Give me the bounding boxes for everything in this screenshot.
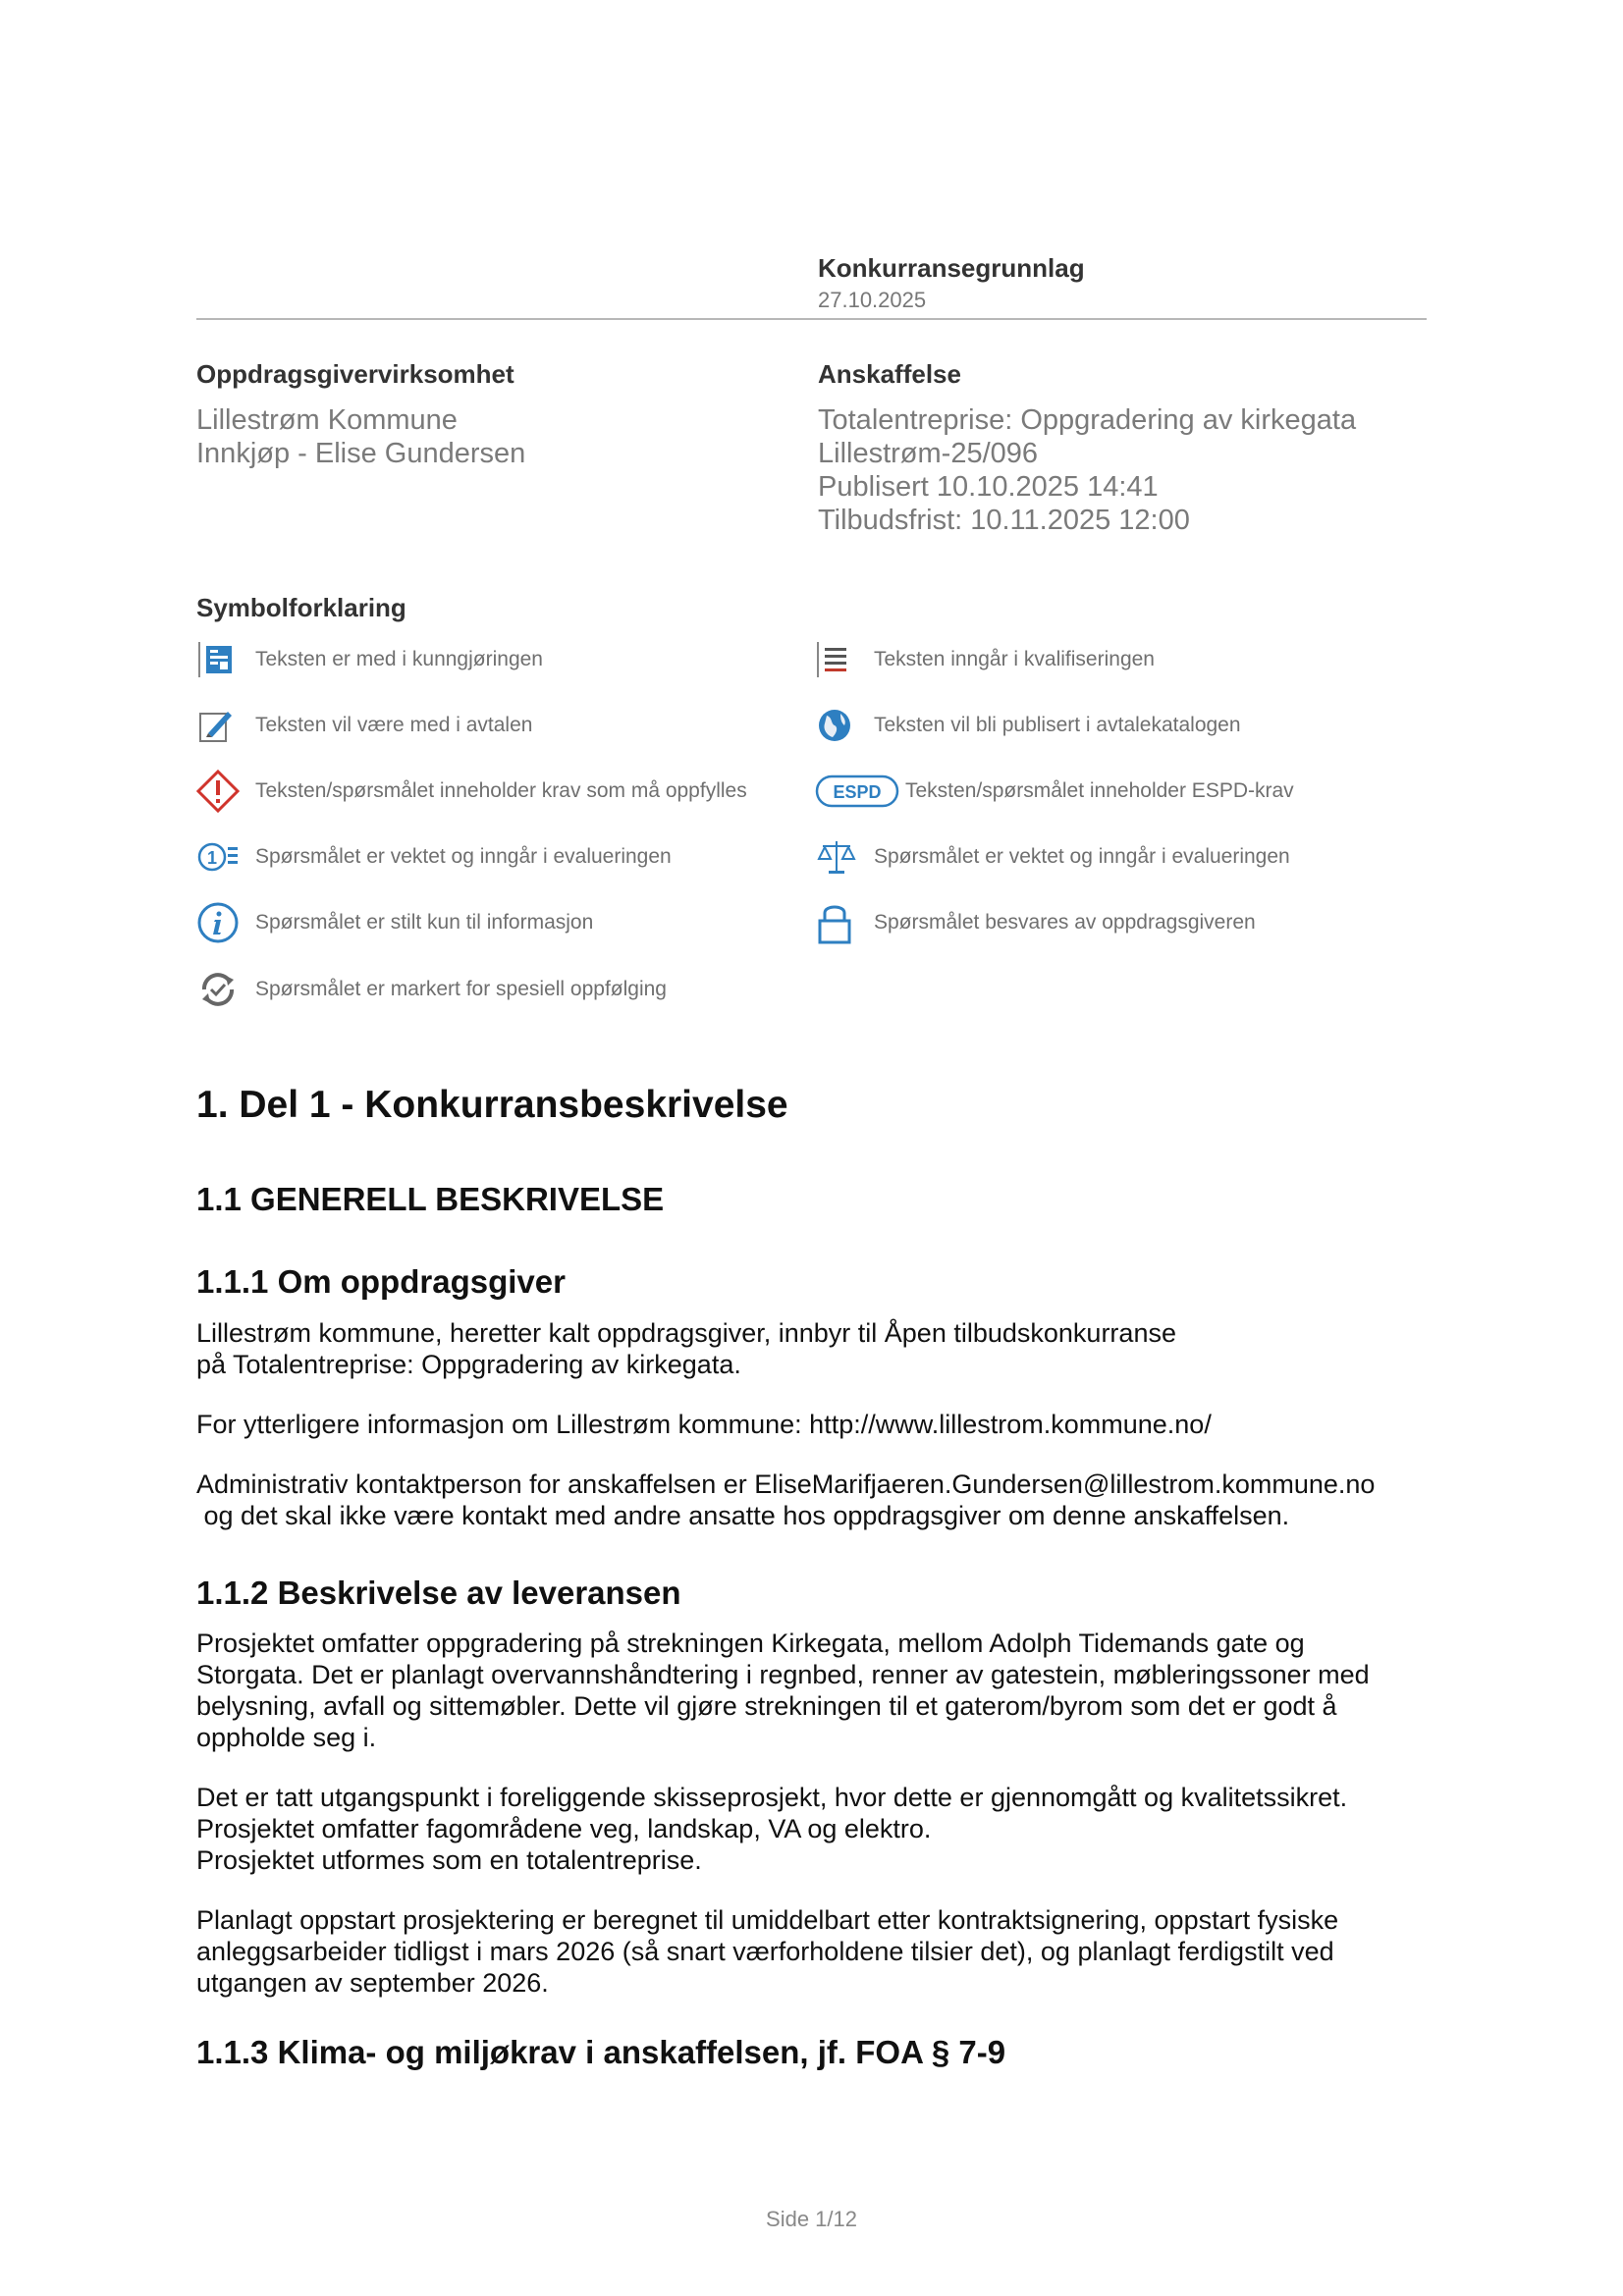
section-heading-1-1-2: 1.1.2 Beskrivelse av leveransen [196, 1575, 681, 1611]
document-date: 27.10.2025 [818, 288, 927, 312]
legend-item [815, 638, 1155, 681]
paragraph [196, 1628, 1434, 1753]
legend-text: Teksten vil bli publisert i avtalekatalogen [874, 714, 1241, 736]
espd-icon [815, 770, 901, 813]
paragraph [196, 1782, 1434, 1876]
page-number: Side 1/12 [766, 2207, 857, 2231]
legend-item [196, 901, 593, 944]
procurement-line: Publisert 10.10.2025 14:41 [818, 471, 1159, 503]
paragraph-line: Storgata. Det er planlagt overvannshåndtering i regnbed, renner av gatestein, møbleringssoner med [196, 1660, 1370, 1689]
info-icon [196, 901, 243, 944]
legend-text: Teksten inngår i kvalifiseringen [874, 648, 1155, 670]
legend-item [196, 770, 747, 813]
globe-icon [815, 704, 862, 747]
paragraph-line: For ytterligere informasjon om Lillestrøm kommune: http://www.lillestrom.kommune.no/ [196, 1410, 1212, 1439]
paragraph-line: utgangen av september 2026. [196, 1968, 549, 1998]
section-heading-1-1-1: 1.1.1 Om oppdragsgiver [196, 1263, 566, 1300]
client-heading: Oppdragsgivervirksomhet [196, 359, 514, 389]
legend-item [815, 704, 1241, 747]
lock-icon [815, 901, 862, 944]
paragraph [196, 1409, 1434, 1440]
followup-icon [196, 968, 243, 1011]
contract-icon [196, 704, 243, 747]
legend-text: Spørsmålet er vektet og inngår i evalueringen [874, 845, 1290, 868]
paragraph-line: Lillestrøm kommune, heretter kalt oppdragsgiver, innbyr til Åpen tilbudskonkurranse [196, 1318, 1176, 1348]
legend-text: Teksten/spørsmålet inneholder krav som må oppfylles [255, 779, 747, 802]
section-heading-1-1: 1.1 GENERELL BESKRIVELSE [196, 1181, 665, 1217]
procurement-heading: Anskaffelse [818, 359, 961, 389]
legend-text: Teksten er med i kunngjøringen [255, 648, 543, 670]
legend-item [815, 770, 1294, 813]
announcement-icon [196, 638, 243, 681]
paragraph-line: Prosjektet omfatter oppgradering på strekningen Kirkegata, mellom Adolph Tidemands gate og [196, 1629, 1305, 1658]
paragraph-line: belysning, avfall og sittemøbler. Dette vil gjøre strekningen til et gaterom/byrom som det er godt å [196, 1691, 1337, 1721]
procurement-line: Totalentreprise: Oppgradering av kirkegata [818, 404, 1357, 436]
paragraph [196, 1904, 1434, 1999]
document-header [818, 253, 1085, 313]
scales-icon [815, 835, 862, 879]
legend-text: Teksten vil være med i avtalen [255, 714, 533, 736]
legend-item [815, 835, 1290, 879]
legend-text: Teksten/spørsmålet inneholder ESPD-krav [905, 779, 1294, 802]
header-divider [196, 318, 1427, 320]
paragraph-line: Prosjektet omfatter fagområdene veg, landskap, VA og elektro. [196, 1814, 932, 1843]
legend-text: Spørsmålet er markert for spesiell oppfølging [255, 978, 667, 1000]
document-title: Konkurransegrunnlag [818, 253, 1085, 283]
paragraph-line: Administrativ kontaktperson for anskaffelsen er EliseMarifjaeren.Gundersen@lillestrom.kommune.no [196, 1469, 1376, 1499]
paragraph [196, 1468, 1434, 1531]
legend-item [196, 835, 672, 879]
legend-heading: Symbolforklaring [196, 593, 406, 622]
warning-icon [196, 770, 243, 813]
legend-text: Spørsmålet besvares av oppdragsgiveren [874, 911, 1256, 934]
svg-text:1: 1 [206, 848, 218, 868]
client-line: Lillestrøm Kommune [196, 404, 458, 436]
legend-item [815, 901, 1256, 944]
client-line: Innkjøp - Elise Gundersen [196, 438, 526, 469]
weighted-list-icon [196, 835, 243, 879]
legend-item [196, 968, 667, 1011]
legend-text: Spørsmålet er stilt kun til informasjon [255, 911, 594, 934]
procurement-line: Tilbudsfrist: 10.11.2025 12:00 [818, 505, 1190, 536]
paragraph [196, 1317, 1434, 1380]
paragraph-line: og det skal ikke være kontakt med andre ansatte hos oppdragsgiver om denne anskaffelsen. [196, 1501, 1290, 1530]
paragraph-line: anleggsarbeider tidligst i mars 2026 (så snart værforholdene tilsier det), og planlagt ferdigstilt ved [196, 1937, 1334, 1966]
legend-text: Spørsmålet er vektet og inngår i evalueringen [255, 845, 672, 868]
paragraph-line: oppholde seg i. [196, 1723, 377, 1752]
procurement-line: Lillestrøm-25/096 [818, 438, 1039, 469]
section-heading-1-1-3: 1.1.3 Klima- og miljøkrav i anskaffelsen, jf. FOA § 7-9 [196, 2034, 1006, 2070]
paragraph-line: Det er tatt utgangspunkt i foreliggende skisseprosjekt, hvor dette er gjennomgått og kvalitetssikret. [196, 1783, 1348, 1812]
legend-item [196, 704, 532, 747]
procurement-info [818, 359, 1356, 537]
qualification-icon [815, 638, 862, 681]
paragraph-line: Planlagt oppstart prosjektering er beregnet til umiddelbart etter kontraktsignering, oppstart fysiske [196, 1905, 1339, 1935]
client-info [196, 359, 525, 470]
paragraph-line: Prosjektet utformes som en totalentreprise. [196, 1845, 702, 1875]
section-heading-1: 1. Del 1 - Konkurransbeskrivelse [196, 1084, 788, 1126]
svg-text:ESPD: ESPD [833, 782, 882, 802]
paragraph-line: på Totalentreprise: Oppgradering av kirkegata. [196, 1350, 741, 1379]
legend-item [196, 638, 543, 681]
